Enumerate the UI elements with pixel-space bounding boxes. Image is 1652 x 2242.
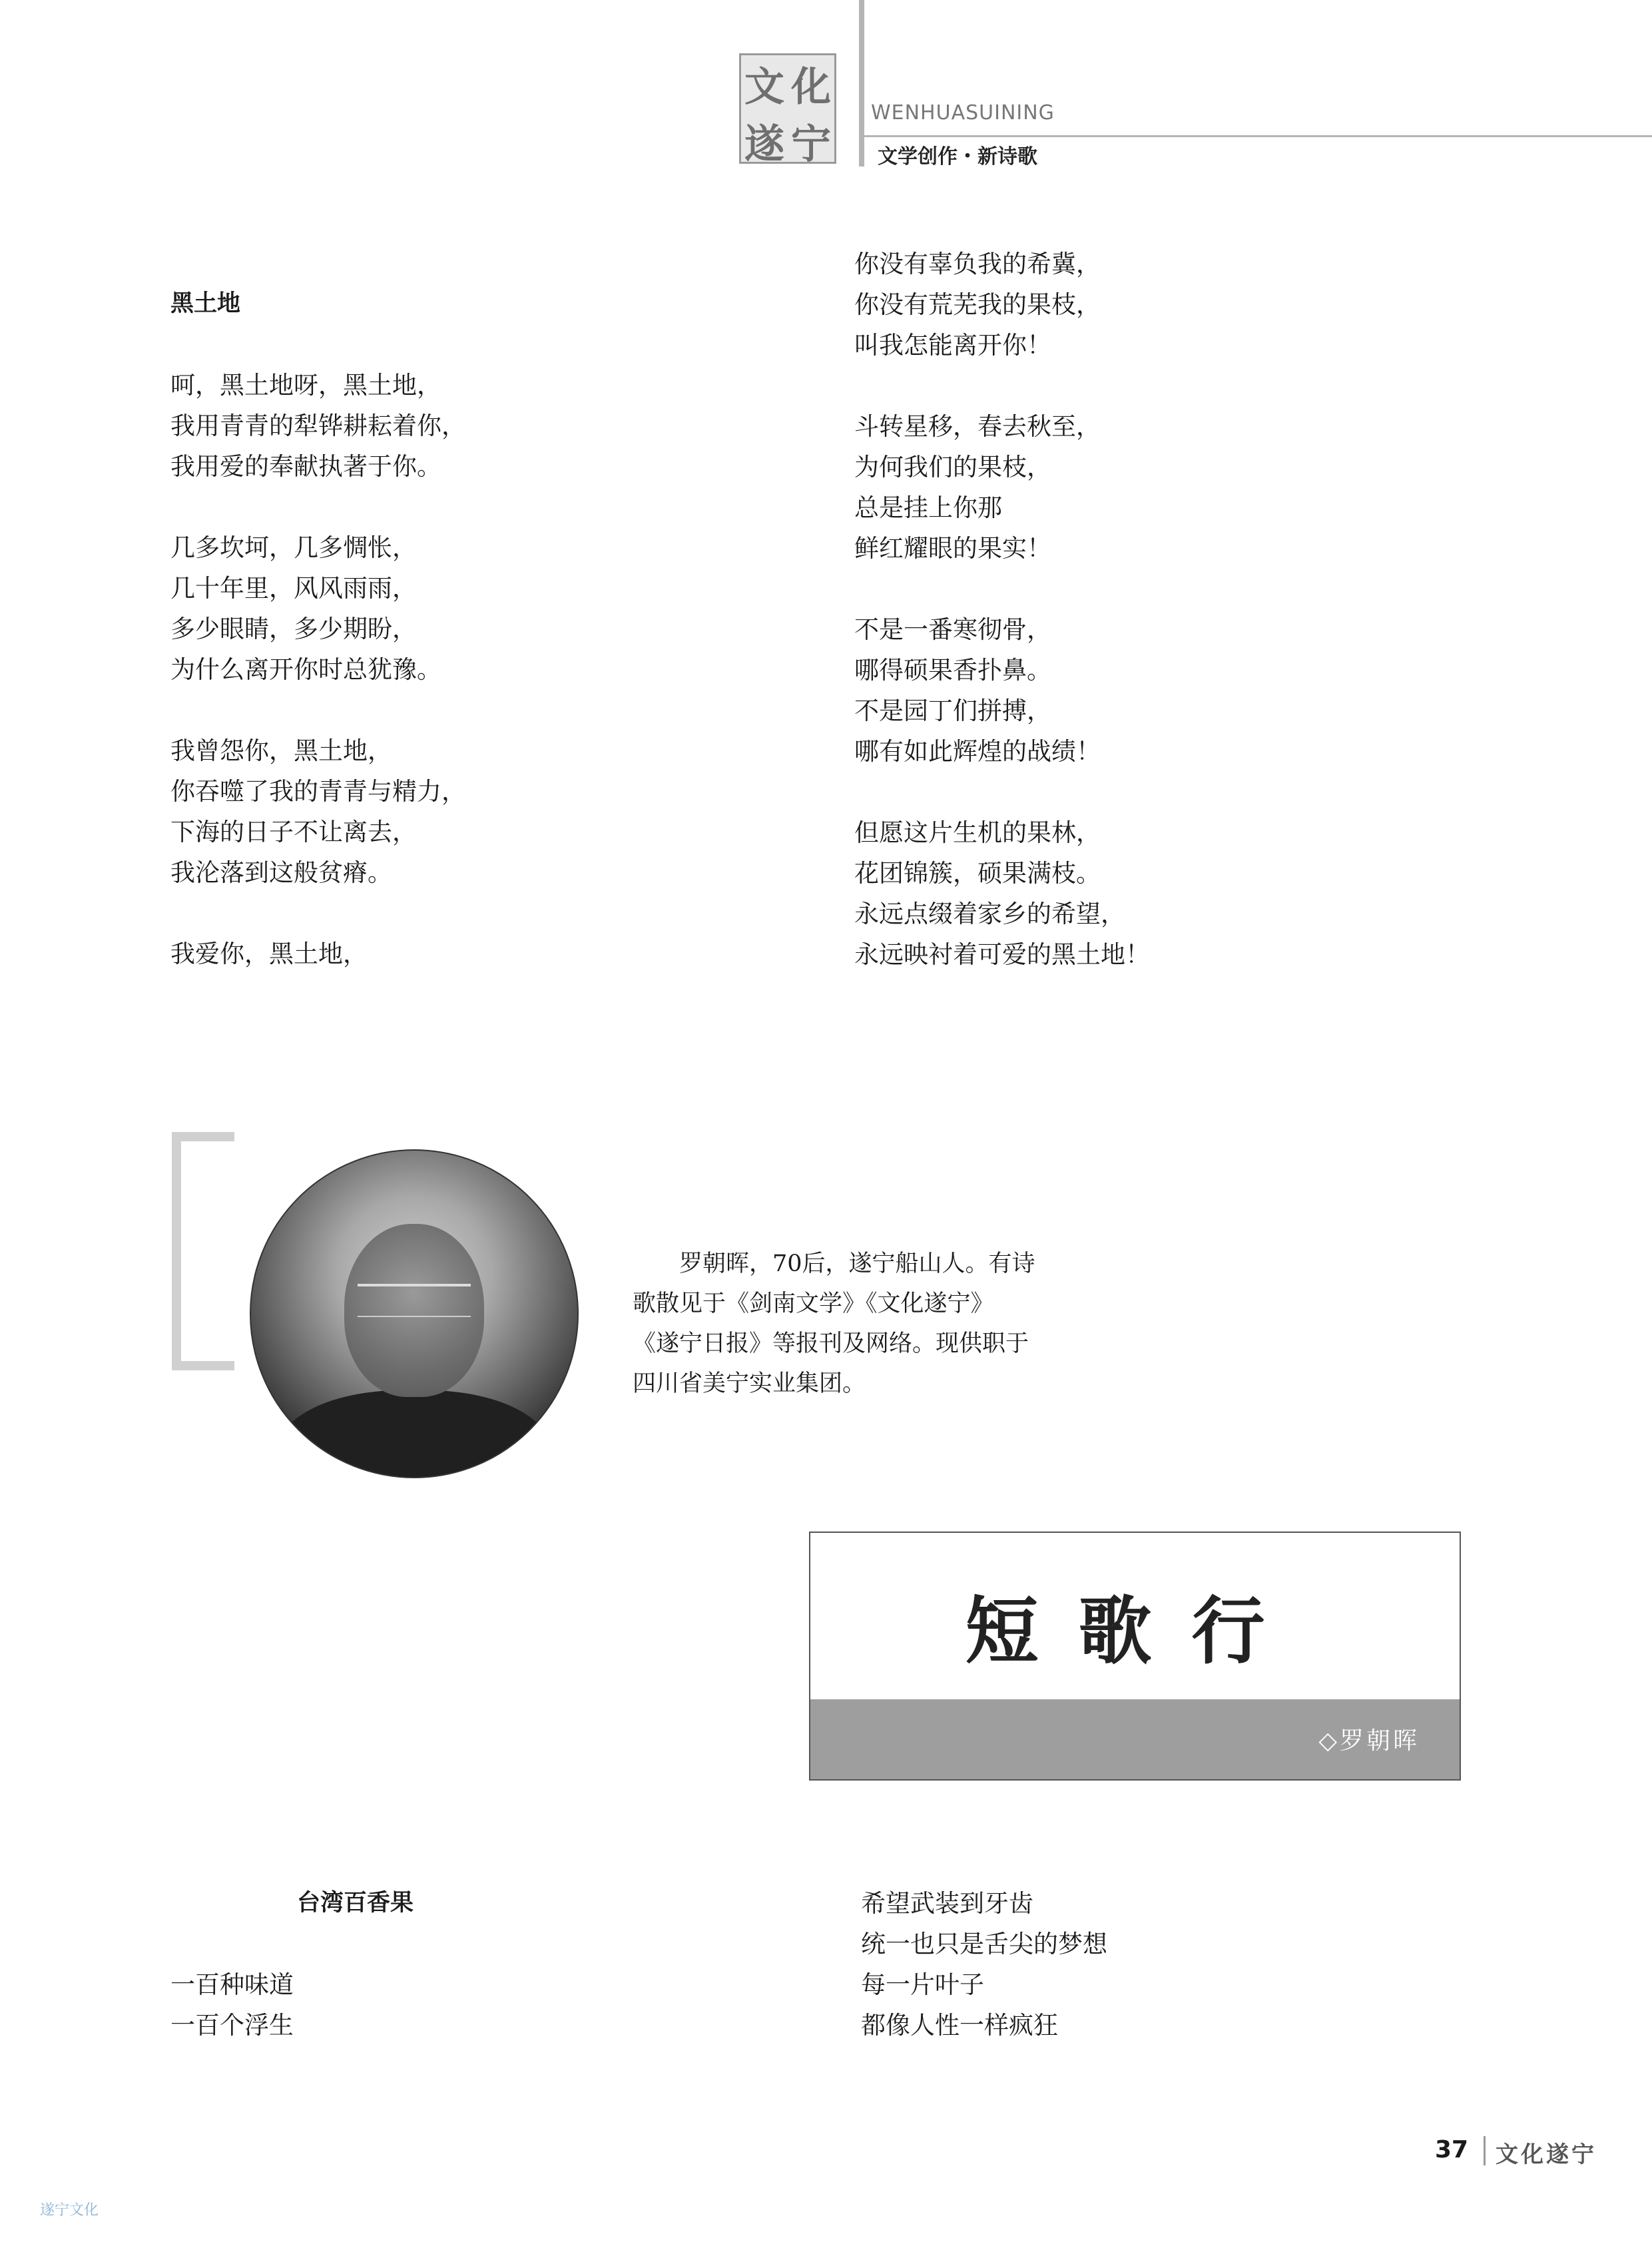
poem-line: 叫我怎能离开你！	[854, 331, 1051, 360]
poem1-left-column	[170, 284, 466, 974]
bio-line: 《遂宁日报》等报刊及网络。现供职于	[633, 1330, 1029, 1357]
poem-line: 哪得硕果香扑鼻。	[854, 656, 1051, 685]
logo-char: 文	[744, 64, 784, 111]
logo-char: 遂	[744, 121, 784, 168]
poem-line: 下海的日子不让离去，	[170, 818, 417, 846]
poem-line: 我曾怨你，黑土地，	[170, 736, 392, 765]
poem-line: 一百个浮生	[170, 2011, 294, 2040]
poem-line: 总是挂上你那	[854, 493, 1002, 522]
poem-line: 不是园丁们拼搏，	[854, 697, 1051, 725]
byline-bar	[810, 1699, 1460, 1779]
footer-magazine-name: 文化遂宁	[1496, 2141, 1597, 2168]
poem-line: 永远点缀着家乡的希望，	[854, 900, 1125, 928]
poem-line: 每一片叶子	[861, 1970, 984, 1999]
section-label: 文学创作・新诗歌	[878, 145, 1037, 168]
logo-char: 化	[791, 64, 831, 111]
poem-line: 几十年里，风风雨雨，	[170, 574, 417, 603]
header-divider-vertical	[859, 0, 864, 166]
magazine-name-english: WENHUASUINING	[871, 101, 1055, 125]
magazine-logo	[739, 53, 836, 168]
footer-divider	[1484, 2136, 1486, 2165]
poem-line: 多少眼睛，多少期盼，	[170, 615, 417, 643]
poem-line: 为什么离开你时总犹豫。	[170, 655, 441, 684]
page-number: 37	[1435, 2136, 1469, 2163]
poem-line: 都像人性一样疯狂	[861, 2011, 1058, 2040]
author-byline: ◇罗朝晖	[1318, 1727, 1420, 1755]
poem-line: 我用青青的犁铧耕耘着你，	[170, 412, 466, 440]
poem-line: 我用爱的奉献执著于你。	[170, 452, 441, 481]
poem-line: 我爱你，黑土地，	[170, 940, 368, 968]
logo-char: 宁	[791, 121, 831, 168]
poem2-right-column	[861, 1883, 1107, 2046]
poem-line: 几多坎坷，几多惆怅，	[170, 533, 417, 562]
watermark-logo: 遂宁文化	[40, 2202, 99, 2219]
poem-line: 花团锦簇，硕果满枝。	[854, 859, 1101, 888]
poem1-right-column	[854, 244, 1150, 975]
bio-line: 歌散见于《剑南文学》《文化遂宁》	[633, 1290, 994, 1317]
section-title: 短歌行	[965, 1588, 1305, 1674]
poem-line: 统一也只是舌尖的梦想	[861, 1930, 1107, 1958]
poem-line: 斗转星移，春去秋至，	[854, 412, 1101, 441]
poem-line: 不是一番寒彻骨，	[854, 615, 1051, 644]
poem1-title: 黑土地	[170, 290, 241, 317]
poem-line: 你没有辜负我的希冀，	[854, 250, 1101, 278]
poem-line: 一百种味道	[170, 1970, 294, 1999]
poem-line: 我沦落到这般贫瘠。	[170, 858, 392, 887]
poem-line: 为何我们的果枝，	[854, 453, 1051, 481]
poem-line: 哪有如此辉煌的战绩！	[854, 737, 1101, 766]
poem-line: 希望武装到牙齿	[861, 1889, 1033, 1918]
poem-line: 鲜红耀眼的果实！	[854, 534, 1051, 563]
bio-line: 四川省美宁实业集团。	[633, 1370, 866, 1397]
poem-line: 呵，黑土地呀，黑土地，	[170, 371, 441, 400]
portrait-body-shape	[278, 1390, 551, 1478]
poem2-left-column	[170, 1883, 413, 2046]
bio-line: 罗朝晖，70后，遂宁船山人。有诗	[633, 1251, 1035, 1277]
poem2-title: 台湾百香果	[297, 1890, 414, 1916]
author-bio	[633, 1244, 1085, 1404]
decorative-bracket	[172, 1132, 234, 1370]
poem-line: 你没有荒芜我的果枝，	[854, 290, 1101, 319]
section-title-box	[809, 1532, 1461, 1781]
portrait-glasses-shape	[358, 1284, 471, 1317]
poem-line: 但愿这片生机的果林，	[854, 818, 1101, 847]
header-divider-horizontal	[863, 135, 1652, 137]
author-photo	[250, 1149, 579, 1478]
poem-line: 你吞噬了我的青青与精力，	[170, 777, 466, 806]
poem-line: 永远映衬着可爱的黑土地！	[854, 940, 1150, 969]
